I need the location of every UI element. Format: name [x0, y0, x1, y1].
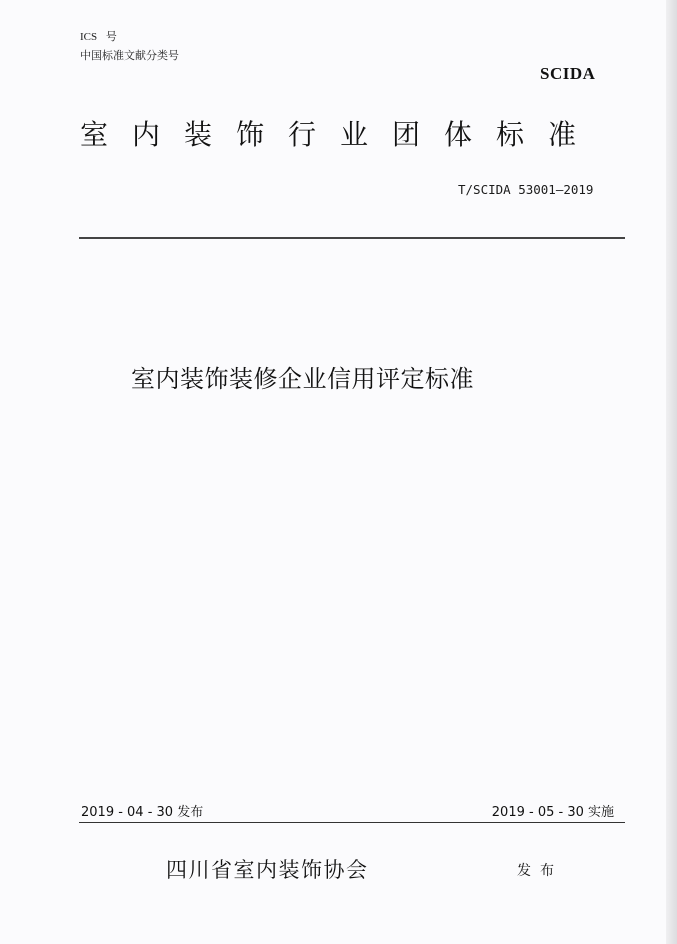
implement-date: 2019 - 05 - 30 实施 — [491, 805, 614, 820]
standard-code: T/SCIDA 53001—2019 — [458, 182, 594, 197]
footer-divider — [79, 822, 625, 823]
header-divider — [79, 237, 625, 239]
ics-label: ICS 号 — [80, 31, 117, 43]
page-edge-shadow — [666, 0, 677, 944]
document-title: 室内装饰装修企业信用评定标准 — [131, 365, 474, 393]
brand-mark: SCIDA — [540, 64, 596, 83]
publish-date: 2019 - 04 - 30 发布 — [81, 805, 204, 820]
ccs-classification-label: 中国标准文献分类号 — [80, 49, 179, 62]
issue-label: 发布 — [517, 863, 563, 879]
issuing-organization: 四川省室内装饰协会 — [166, 858, 369, 882]
standard-category: 室内装饰行业团体标准 — [80, 118, 601, 151]
